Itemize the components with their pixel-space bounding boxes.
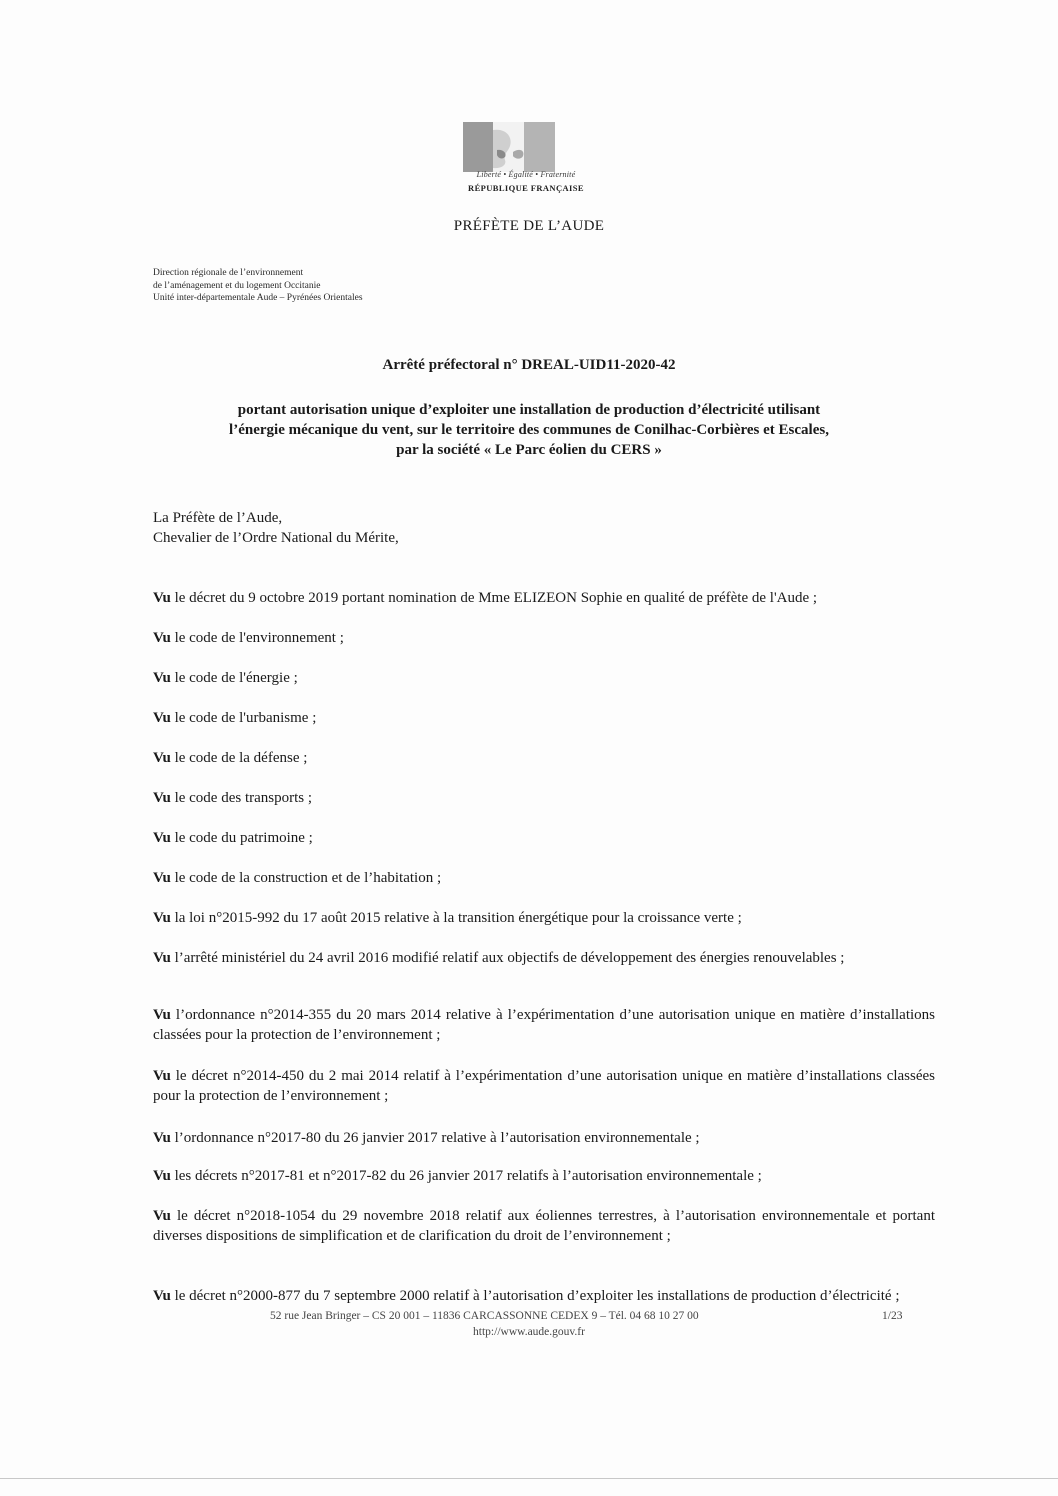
recital-item xyxy=(153,828,935,848)
recital-item xyxy=(153,1286,935,1306)
subtitle-line: par la société « Le Parc éolien du CERS » xyxy=(396,442,662,458)
scan-edge-line xyxy=(0,1478,1058,1479)
recital-vu: Vu xyxy=(153,630,171,646)
recital-text: le code des transports ; xyxy=(170,790,313,806)
decree-title: Arrêté préfectoral n° DREAL-UID11-2020-42 xyxy=(382,357,676,373)
recital-item xyxy=(153,908,935,928)
recital-vu: Vu xyxy=(153,1168,171,1184)
recital-vu: Vu xyxy=(153,590,171,606)
directorate-line: Unité inter-départementale Aude – Pyrénées Orientales xyxy=(153,293,363,303)
recital-text: le code de l'urbanisme ; xyxy=(170,710,317,726)
directorate-block xyxy=(153,267,363,305)
recital-item xyxy=(153,1066,935,1106)
recital-text: la loi n°2015-992 du 17 août 2015 relative à la transition énergétique pour la croissance verte ; xyxy=(170,910,742,926)
subtitle-line: portant autorisation unique d’exploiter une installation de production d’électricité utilisant xyxy=(237,402,821,418)
recital-text: les décrets n°2017-81 et n°2017-82 du 26 janvier 2017 relatifs à l’autorisation environnementale ; xyxy=(170,1168,762,1184)
recital-text: le code de la construction et de l’habitation ; xyxy=(170,870,442,886)
recital-item xyxy=(153,1166,935,1186)
recital-text: le décret n°2018-1054 du 29 novembre 2018 relatif aux éoliennes terrestres, à l’autorisation environnementale et portant diverses dispositions de simplification et de clarification du droit de l’environnement ; xyxy=(153,1208,935,1244)
recital-text: le décret du 9 octobre 2019 portant nomination de Mme ELIZEON Sophie en qualité de préfète de l'Aude ; xyxy=(170,590,818,606)
recital-item xyxy=(153,1128,935,1148)
recital-item xyxy=(153,588,935,608)
recital-vu: Vu xyxy=(153,1130,171,1146)
page-number: 1/23 xyxy=(882,1310,903,1322)
signatory-line: La Préfète de l’Aude, xyxy=(153,510,283,526)
marianne-logo xyxy=(455,122,605,204)
motto-text: Liberté • Égalité • Fraternité xyxy=(476,170,576,179)
recital-vu: Vu xyxy=(153,870,171,886)
recital-item xyxy=(153,1206,935,1246)
recital-text: l’ordonnance n°2017-80 du 26 janvier 2017 relative à l’autorisation environnementale ; xyxy=(170,1130,700,1146)
prefecture-title: PRÉFÈTE DE L’AUDE xyxy=(453,218,605,234)
recital-vu: Vu xyxy=(153,910,171,926)
recital-item xyxy=(153,948,935,968)
marianne-icon xyxy=(463,122,555,172)
directorate-line: Direction régionale de l’environnement xyxy=(153,268,304,278)
recital-vu: Vu xyxy=(153,1288,171,1304)
recital-item xyxy=(153,1005,935,1045)
recital-vu: Vu xyxy=(153,790,171,806)
recital-text: le code de l'énergie ; xyxy=(170,670,298,686)
recital-text: le code du patrimoine ; xyxy=(170,830,313,846)
decree-subtitle xyxy=(120,400,938,460)
recital-text: l’arrêté ministériel du 24 avril 2016 modifié relatif aux objectifs de développement des énergies renouvelables ; xyxy=(170,950,845,966)
recital-item xyxy=(153,628,935,648)
signatory-block xyxy=(153,508,399,548)
recital-text: le décret n°2014-450 du 2 mai 2014 relatif à l’expérimentation d’une autorisation unique en matière d’installations classées pour la protection de l’environnement ; xyxy=(153,1068,935,1104)
recital-vu: Vu xyxy=(153,1208,171,1224)
footer-url: http://www.aude.gouv.fr xyxy=(473,1326,585,1338)
subtitle-line: l’énergie mécanique du vent, sur le territoire des communes de Conilhac-Corbières et Escales, xyxy=(229,422,829,438)
recital-text: le code de l'environnement ; xyxy=(170,630,344,646)
recital-vu: Vu xyxy=(153,950,171,966)
directorate-line: de l’aménagement et du logement Occitanie xyxy=(153,280,321,291)
republic-text: RÉPUBLIQUE FRANÇAISE xyxy=(468,183,584,193)
signatory-line: Chevalier de l’Ordre National du Mérite, xyxy=(153,530,399,546)
recital-text: le décret n°2000-877 du 7 septembre 2000 relatif à l’autorisation d’exploiter les installations de production d’électricité ; xyxy=(170,1288,900,1304)
recital-vu: Vu xyxy=(153,710,171,726)
recital-vu: Vu xyxy=(153,750,171,766)
recital-vu: Vu xyxy=(153,1068,171,1084)
recital-item xyxy=(153,868,935,888)
recital-text: l’ordonnance n°2014-355 du 20 mars 2014 relative à l’expérimentation d’une autorisation unique en matière d’installations classées pour la protection de l’environnement ; xyxy=(153,1007,935,1043)
footer-address: 52 rue Jean Bringer – CS 20 001 – 11836 CARCASSONNE CEDEX 9 – Tél. 04 68 10 27 00 xyxy=(270,1310,699,1322)
recital-text: le code de la défense ; xyxy=(170,750,308,766)
recital-item xyxy=(153,708,935,728)
recital-vu: Vu xyxy=(153,670,171,686)
recital-item xyxy=(153,788,935,808)
recital-vu: Vu xyxy=(153,830,171,846)
recital-vu: Vu xyxy=(153,1007,171,1023)
recital-item xyxy=(153,668,935,688)
recital-item xyxy=(153,748,935,768)
